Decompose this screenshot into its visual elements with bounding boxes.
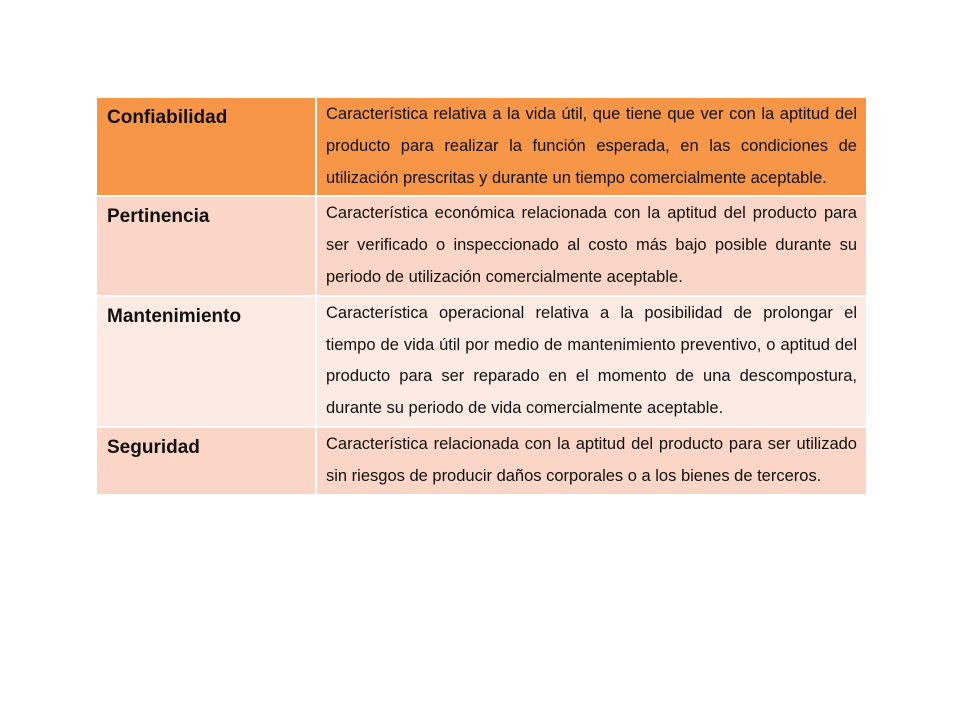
table-row-confiabilidad <box>96 97 867 196</box>
description-cell: Característica relacionada con la aptitud del producto para ser utilizado sin riesgos de producir daños corporales o a los bienes de terceros. <box>316 427 867 495</box>
term-cell: Pertinencia <box>96 196 316 295</box>
table-row-mantenimiento <box>96 296 867 427</box>
definitions-table <box>95 96 868 496</box>
description-cell: Característica económica relacionada con la aptitud del producto para ser verificado o inspeccionado al costo más bajo posible durante su periodo de utilización comercialmente aceptable. <box>316 196 867 295</box>
table-row-pertinencia <box>96 196 867 295</box>
table-row-seguridad <box>96 427 867 495</box>
term-cell: Seguridad <box>96 427 316 495</box>
description-cell: Característica relativa a la vida útil, que tiene que ver con la aptitud del producto para realizar la función esperada, en las condiciones de utilización prescritas y durante un tiempo comercialmente aceptable. <box>316 97 867 196</box>
term-cell: Mantenimiento <box>96 296 316 427</box>
description-cell: Característica operacional relativa a la posibilidad de prolongar el tiempo de vida útil por medio de mantenimiento preventivo, o aptitud del producto para ser reparado en el momento de una descompostura, durante su periodo de vida comercialmente aceptable. <box>316 296 867 427</box>
term-cell: Confiabilidad <box>96 97 316 196</box>
